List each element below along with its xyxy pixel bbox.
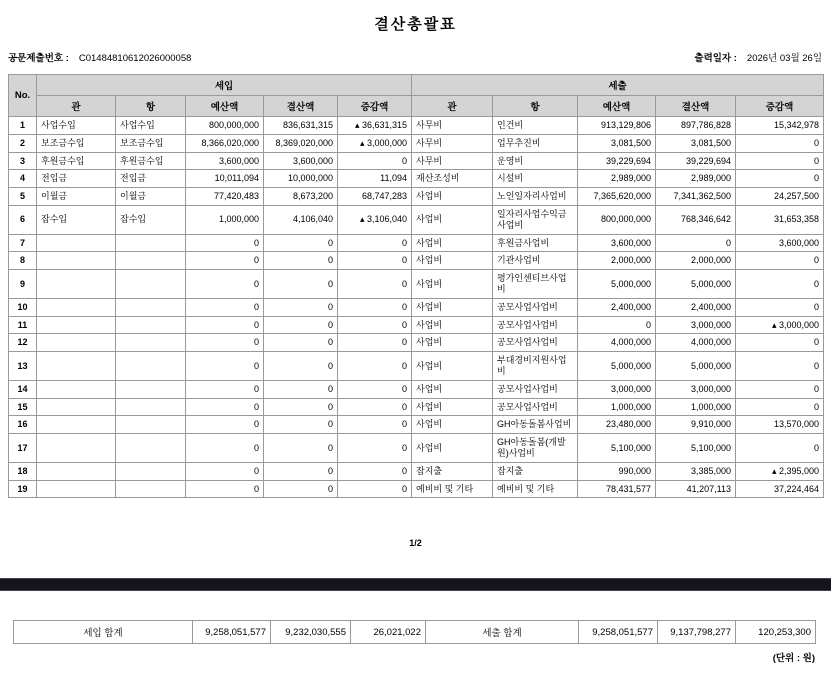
table-row [9,352,824,381]
cell-exp-hang: 예비비 및 기타 [493,480,578,498]
cell-exp-budget: 78,431,577 [578,480,656,498]
cell-exp-settlement: 3,081,500 [656,134,736,152]
cell-rev-budget: 0 [186,462,264,480]
cell-rev-hang: 후원금수입 [116,152,186,170]
cell-exp-gwan: 사업비 [412,270,493,299]
cell-exp-settlement: 2,000,000 [656,252,736,270]
cell-exp-change: 0 [736,398,824,416]
page-divider-bar [0,578,831,591]
cell-exp-change: 0 [736,252,824,270]
header-exp-gwan: 관 [412,96,493,117]
cell-rev-settlement: 0 [264,316,338,334]
table-row [9,134,824,152]
cell-exp-change: 0 [736,134,824,152]
cell-rev-gwan [37,480,116,498]
table-row [9,117,824,135]
row-number: 1 [9,117,37,135]
cell-exp-hang: 공모사업사업비 [493,334,578,352]
unit-note: (단위 : 원) [772,653,815,664]
cell-exp-settlement: 897,786,828 [656,117,736,135]
header-rev-budget: 예산액 [186,96,264,117]
cell-rev-hang [116,316,186,334]
cell-rev-gwan: 사업수입 [37,117,116,135]
cell-rev-settlement: 0 [264,270,338,299]
cell-rev-hang [116,298,186,316]
cell-rev-settlement: 0 [264,352,338,381]
cell-rev-gwan: 전입금 [37,170,116,188]
cell-rev-settlement: 0 [264,298,338,316]
cell-exp-hang: 인건비 [493,117,578,135]
cell-exp-hang: 공모사업사업비 [493,398,578,416]
cell-exp-settlement: 0 [656,234,736,252]
cell-exp-settlement: 41,207,113 [656,480,736,498]
totals-row [14,621,816,644]
cell-rev-gwan: 후원금수입 [37,152,116,170]
row-number: 6 [9,205,37,234]
cell-exp-gwan: 사업비 [412,380,493,398]
cell-rev-hang: 잡수입 [116,205,186,234]
cell-exp-budget: 1,000,000 [578,398,656,416]
table-row [9,334,824,352]
cell-exp-budget: 2,400,000 [578,298,656,316]
cell-exp-change: ▴ 2,395,000 [736,462,824,480]
cell-rev-budget: 0 [186,380,264,398]
cell-exp-change: 31,653,358 [736,205,824,234]
cell-rev-budget: 0 [186,334,264,352]
cell-exp-budget: 3,081,500 [578,134,656,152]
cell-rev-change: ▴ 3,106,040 [338,205,412,234]
cell-exp-hang: GH아동돌봄(개발원)사업비 [493,434,578,463]
cell-rev-budget: 0 [186,270,264,299]
cell-exp-change: 0 [736,170,824,188]
row-number: 12 [9,334,37,352]
cell-exp-hang: 업무추진비 [493,134,578,152]
cell-exp-budget: 2,000,000 [578,252,656,270]
header-columns-row [9,96,824,117]
cell-exp-hang: 운영비 [493,152,578,170]
cell-rev-gwan [37,380,116,398]
cell-rev-gwan [37,252,116,270]
main-table-body [9,117,824,498]
table-row [9,188,824,206]
cell-exp-gwan: 사무비 [412,134,493,152]
header-exp-change: 증감액 [736,96,824,117]
cell-rev-settlement: 8,369,020,000 [264,134,338,152]
cell-rev-budget: 3,600,000 [186,152,264,170]
expense-total-budget: 9,258,051,577 [579,621,658,644]
cell-rev-change: 0 [338,270,412,299]
cell-rev-change: 0 [338,480,412,498]
table-row [9,234,824,252]
revenue-total-budget: 9,258,051,577 [193,621,271,644]
cell-exp-gwan: 사업비 [412,188,493,206]
cell-rev-change: ▴ 36,631,315 [338,117,412,135]
cell-rev-gwan [37,434,116,463]
cell-rev-change: 11,094 [338,170,412,188]
cell-exp-change: 0 [736,352,824,381]
cell-exp-settlement: 3,385,000 [656,462,736,480]
header-rev-change: 증감액 [338,96,412,117]
cell-exp-gwan: 사업비 [412,316,493,334]
cell-rev-settlement: 0 [264,380,338,398]
cell-exp-change: 0 [736,334,824,352]
cell-exp-budget: 5,100,000 [578,434,656,463]
cell-exp-settlement: 5,000,000 [656,352,736,381]
row-number: 11 [9,316,37,334]
cell-rev-gwan [37,316,116,334]
cell-rev-change: 0 [338,416,412,434]
cell-exp-gwan: 사무비 [412,117,493,135]
row-number: 14 [9,380,37,398]
cell-exp-gwan: 재산조성비 [412,170,493,188]
cell-rev-change: 68,747,283 [338,188,412,206]
cell-exp-settlement: 7,341,362,500 [656,188,736,206]
cell-rev-budget: 8,366,020,000 [186,134,264,152]
cell-rev-change: ▴ 3,000,000 [338,134,412,152]
cell-rev-hang [116,398,186,416]
cell-exp-gwan: 사업비 [412,416,493,434]
totals-table [13,620,816,644]
cell-rev-hang [116,352,186,381]
cell-rev-budget: 0 [186,316,264,334]
cell-rev-gwan [37,352,116,381]
cell-rev-budget: 0 [186,298,264,316]
cell-exp-hang: 평가인센티브사업비 [493,270,578,299]
cell-rev-change: 0 [338,380,412,398]
cell-exp-gwan: 사업비 [412,334,493,352]
cell-exp-settlement: 5,100,000 [656,434,736,463]
cell-exp-settlement: 5,000,000 [656,270,736,299]
cell-rev-hang [116,252,186,270]
cell-rev-settlement: 0 [264,334,338,352]
cell-exp-budget: 5,000,000 [578,270,656,299]
expense-total-label: 세출 합계 [426,621,579,644]
cell-exp-budget: 913,129,806 [578,117,656,135]
header-expense-group: 세출 [412,75,824,96]
table-row [9,380,824,398]
cell-exp-change: 0 [736,270,824,299]
cell-exp-change: 0 [736,298,824,316]
cell-rev-hang: 보조금수입 [116,134,186,152]
row-number: 19 [9,480,37,498]
cell-rev-settlement: 0 [264,434,338,463]
cell-rev-gwan [37,298,116,316]
cell-exp-change: 0 [736,434,824,463]
cell-exp-budget: 2,989,000 [578,170,656,188]
cell-rev-hang [116,480,186,498]
page-title: 결산총괄표 [374,16,457,33]
header-group-row [9,75,824,96]
cell-exp-hang: GH아동돌봄사업비 [493,416,578,434]
cell-rev-change: 0 [338,398,412,416]
cell-exp-hang: 공모사업사업비 [493,316,578,334]
row-number: 8 [9,252,37,270]
cell-exp-hang: 공모사업사업비 [493,380,578,398]
cell-rev-hang [116,416,186,434]
table-row [9,170,824,188]
cell-exp-gwan: 사업비 [412,398,493,416]
cell-rev-hang: 사업수입 [116,117,186,135]
cell-exp-gwan: 예비비 및 기타 [412,480,493,498]
cell-rev-gwan [37,398,116,416]
cell-exp-change: 37,224,464 [736,480,824,498]
row-number: 13 [9,352,37,381]
table-row [9,252,824,270]
cell-rev-change: 0 [338,252,412,270]
table-row [9,398,824,416]
cell-exp-settlement: 4,000,000 [656,334,736,352]
header-rev-gwan: 관 [37,96,116,117]
cell-rev-change: 0 [338,234,412,252]
cell-rev-settlement: 0 [264,234,338,252]
cell-rev-settlement: 0 [264,398,338,416]
cell-rev-gwan [37,462,116,480]
cell-rev-budget: 10,011,094 [186,170,264,188]
cell-exp-settlement: 3,000,000 [656,316,736,334]
cell-rev-change: 0 [338,152,412,170]
cell-exp-gwan: 사무비 [412,152,493,170]
table-row [9,480,824,498]
cell-rev-gwan [37,234,116,252]
row-number: 10 [9,298,37,316]
row-number: 3 [9,152,37,170]
cell-rev-hang [116,462,186,480]
cell-exp-hang: 기관사업비 [493,252,578,270]
cell-exp-budget: 3,600,000 [578,234,656,252]
table-row [9,416,824,434]
cell-rev-hang [116,334,186,352]
table-row [9,270,824,299]
row-number: 17 [9,434,37,463]
cell-exp-budget: 4,000,000 [578,334,656,352]
row-number: 4 [9,170,37,188]
cell-exp-budget: 7,365,620,000 [578,188,656,206]
cell-exp-change: 3,600,000 [736,234,824,252]
cell-rev-gwan [37,270,116,299]
cell-exp-budget: 39,229,694 [578,152,656,170]
cell-exp-budget: 990,000 [578,462,656,480]
cell-exp-settlement: 9,910,000 [656,416,736,434]
cell-exp-settlement: 2,400,000 [656,298,736,316]
cell-exp-settlement: 39,229,694 [656,152,736,170]
cell-exp-gwan: 사업비 [412,352,493,381]
cell-rev-settlement: 4,106,040 [264,205,338,234]
cell-rev-budget: 1,000,000 [186,205,264,234]
header-exp-budget: 예산액 [578,96,656,117]
settlement-summary-table [8,74,824,498]
cell-exp-gwan: 사업비 [412,205,493,234]
cell-exp-change: 24,257,500 [736,188,824,206]
table-row [9,298,824,316]
revenue-total-settlement: 9,232,030,555 [271,621,351,644]
cell-rev-gwan: 보조금수입 [37,134,116,152]
cell-rev-budget: 0 [186,234,264,252]
cell-exp-gwan: 사업비 [412,252,493,270]
doc-number-label: 공문제출번호 : [8,53,69,64]
row-number: 5 [9,188,37,206]
expense-total-change: 120,253,300 [736,621,816,644]
table-row [9,152,824,170]
cell-rev-hang [116,380,186,398]
cell-rev-gwan [37,334,116,352]
cell-rev-settlement: 0 [264,416,338,434]
cell-exp-hang: 잡지출 [493,462,578,480]
cell-rev-change: 0 [338,434,412,463]
cell-rev-settlement: 3,600,000 [264,152,338,170]
cell-rev-change: 0 [338,334,412,352]
row-number: 2 [9,134,37,152]
row-number: 9 [9,270,37,299]
cell-rev-budget: 0 [186,480,264,498]
cell-exp-hang: 후원금사업비 [493,234,578,252]
document-info-row [8,53,822,65]
cell-exp-settlement: 3,000,000 [656,380,736,398]
table-header [9,75,824,117]
cell-exp-gwan: 잡지출 [412,462,493,480]
cell-exp-change: ▴ 3,000,000 [736,316,824,334]
print-date-group [694,53,822,65]
cell-exp-settlement: 1,000,000 [656,398,736,416]
cell-rev-hang: 전입금 [116,170,186,188]
header-exp-hang: 항 [493,96,578,117]
row-number: 16 [9,416,37,434]
print-date-label: 출력일자 : [694,53,737,64]
expense-total-settlement: 9,137,798,277 [658,621,736,644]
cell-rev-change: 0 [338,352,412,381]
cell-exp-settlement: 2,989,000 [656,170,736,188]
cell-exp-hang: 부대경비지원사업비 [493,352,578,381]
cell-exp-gwan: 사업비 [412,298,493,316]
row-number: 15 [9,398,37,416]
cell-exp-change: 0 [736,152,824,170]
cell-rev-settlement: 0 [264,480,338,498]
cell-rev-budget: 0 [186,252,264,270]
cell-exp-budget: 3,000,000 [578,380,656,398]
cell-exp-budget: 800,000,000 [578,205,656,234]
cell-exp-hang: 공모사업사업비 [493,298,578,316]
cell-rev-budget: 0 [186,398,264,416]
cell-rev-gwan [37,416,116,434]
cell-rev-budget: 0 [186,434,264,463]
cell-rev-gwan: 이월금 [37,188,116,206]
cell-exp-gwan: 사업비 [412,434,493,463]
cell-rev-hang [116,434,186,463]
cell-exp-hang: 일자리사업수익금사업비 [493,205,578,234]
cell-exp-hang: 노인일자리사업비 [493,188,578,206]
cell-rev-settlement: 0 [264,252,338,270]
cell-rev-hang [116,270,186,299]
cell-rev-budget: 0 [186,416,264,434]
header-revenue-group: 세입 [37,75,412,96]
cell-rev-budget: 77,420,483 [186,188,264,206]
cell-rev-settlement: 836,631,315 [264,117,338,135]
cell-rev-settlement: 10,000,000 [264,170,338,188]
cell-rev-gwan: 잡수입 [37,205,116,234]
cell-exp-change: 15,342,978 [736,117,824,135]
table-row [9,316,824,334]
cell-rev-hang [116,234,186,252]
cell-rev-settlement: 0 [264,462,338,480]
doc-number-group [8,53,191,65]
cell-rev-change: 0 [338,316,412,334]
header-rev-settlement: 결산액 [264,96,338,117]
header-rev-hang: 항 [116,96,186,117]
table-row [9,434,824,463]
table-row [9,205,824,234]
cell-rev-change: 0 [338,462,412,480]
cell-rev-settlement: 8,673,200 [264,188,338,206]
table-row [9,462,824,480]
header-no: No. [9,75,37,117]
doc-number-value: C01484810612026000058 [78,53,192,64]
page-indicator: 1/2 [409,538,422,548]
cell-rev-change: 0 [338,298,412,316]
row-number: 7 [9,234,37,252]
cell-rev-budget: 0 [186,352,264,381]
cell-exp-budget: 23,480,000 [578,416,656,434]
cell-rev-budget: 800,000,000 [186,117,264,135]
header-exp-settlement: 결산액 [656,96,736,117]
cell-exp-settlement: 768,346,642 [656,205,736,234]
cell-exp-gwan: 사업비 [412,234,493,252]
cell-exp-change: 0 [736,380,824,398]
cell-exp-budget: 5,000,000 [578,352,656,381]
cell-rev-hang: 이월금 [116,188,186,206]
revenue-total-label: 세입 합계 [14,621,193,644]
revenue-total-change: 26,021,022 [351,621,426,644]
print-date-value: 2026년 03월 26일 [746,53,822,64]
cell-exp-change: 13,570,000 [736,416,824,434]
row-number: 18 [9,462,37,480]
cell-exp-hang: 시설비 [493,170,578,188]
cell-exp-budget: 0 [578,316,656,334]
